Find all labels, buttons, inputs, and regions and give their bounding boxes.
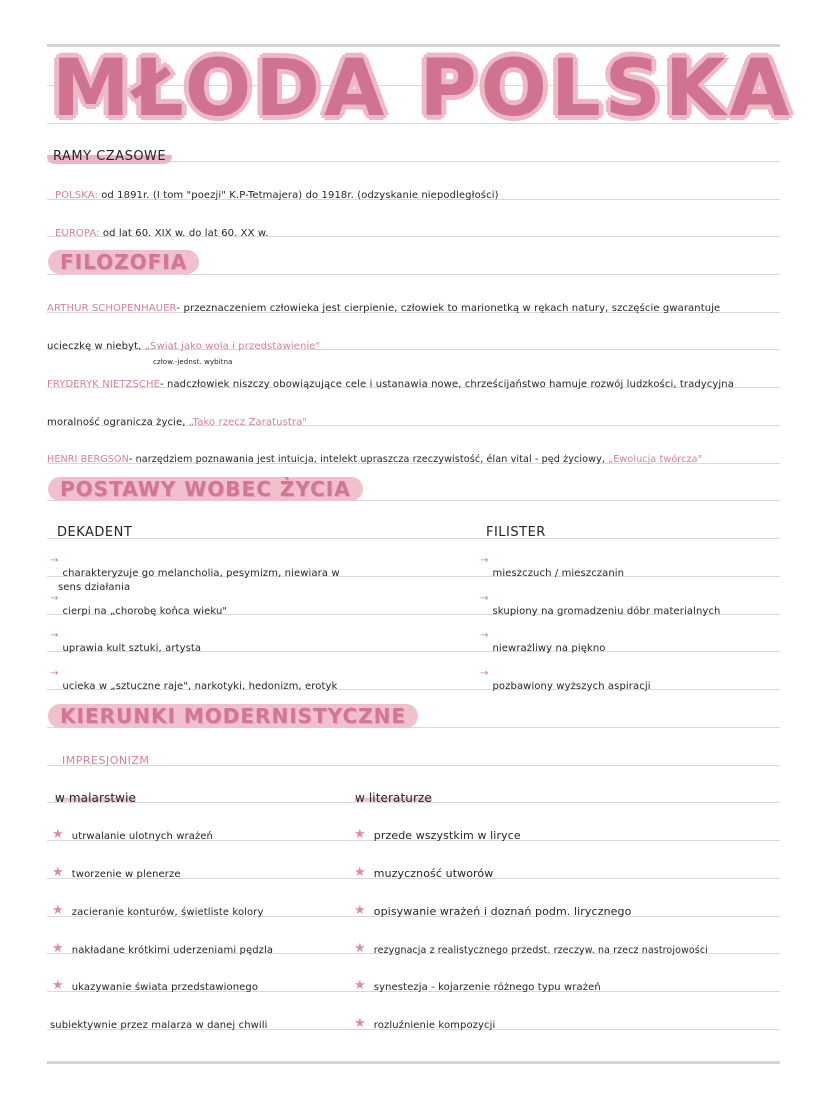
star-icon: ★: [354, 1016, 366, 1031]
dekadent-item: [50, 593, 227, 617]
ruled-line: [47, 1061, 780, 1064]
star-icon: ★: [354, 827, 366, 842]
literatura-item: [354, 818, 521, 842]
item-text: tworzenie w plenerze: [71, 869, 181, 880]
malarstwo-item: [52, 894, 264, 918]
star-icon: ★: [354, 903, 366, 918]
dekadent-heading: DEKADENT: [57, 525, 133, 540]
bergson-line: [47, 441, 702, 465]
schopenhauer-text: - przeznaczeniem człowieka jest cierpienie, człowiek to marionetką w rękach natury, szczęście gwarantuje: [176, 303, 721, 314]
malarstwo-heading: [55, 781, 136, 805]
nietzsche-text: - nadczłowiek niszczy obowiązujące cele i ustanawia nowe, chrześcijaństwo hamuje rozwój ludzkości, tradycyjna: [160, 379, 734, 390]
item-text: cierpi na „chorobę końca wieku": [62, 606, 228, 617]
malarstwo-item-cont: subiektywnie przez malarza w danej chwili: [50, 1020, 268, 1031]
dekadent-item-cont: sens działania: [58, 582, 131, 593]
schopenhauer-work: „Świat jako wola i przedstawienie": [144, 341, 321, 352]
item-text: muzyczność utworów: [373, 867, 494, 880]
dekadent-item: [50, 668, 337, 692]
bergson-name: HENRI BERGSON: [47, 454, 129, 465]
ruled-line: [47, 274, 780, 275]
filister-item: [480, 555, 624, 579]
item-text: niewrażliwy na piękno: [492, 643, 606, 654]
nietzsche-work: „Tako rzecz Zaratustra": [188, 417, 308, 428]
item-text: rezygnacja z realistycznego przedst. rzeczyw. na rzecz nastrojowości: [373, 945, 708, 956]
star-icon: ★: [52, 865, 64, 880]
schopenhauer-name: ARTHUR SCHOPENHAUER: [47, 303, 177, 314]
schopenhauer-line: [47, 290, 720, 314]
star-icon: ★: [52, 827, 64, 842]
literatura-item: [354, 1007, 495, 1031]
item-text: ukazywanie świata przedstawionego: [71, 982, 259, 993]
nietzsche-line: [47, 366, 734, 390]
literatura-heading-text: w literaturze: [355, 791, 432, 805]
ruled-line: [47, 765, 780, 766]
europa-line: [55, 215, 269, 239]
literatura-item: [354, 894, 631, 918]
malarstwo-heading-text: w malarstwie: [55, 791, 136, 805]
arrow-icon: →: [50, 668, 59, 679]
item-text: opisywanie wrażeń i doznań podm. lirycznego: [373, 905, 632, 918]
nietzsche-line-2: [47, 404, 307, 428]
postawy-heading: POSTAWY WOBEC ŻYCIA: [48, 477, 363, 501]
item-text: ucieka w „sztuczne raje", narkotyki, hedonizm, erotyk: [62, 681, 338, 692]
arrow-icon: →: [480, 668, 489, 679]
literatura-item: [354, 969, 601, 993]
ramy-heading-text: RAMY CZASOWE: [47, 149, 172, 164]
item-text: charakteryzuje go melancholia, pesymizm, niewiara w: [62, 568, 340, 579]
malarstwo-item: [52, 818, 213, 842]
malarstwo-item: [52, 932, 273, 956]
arrow-icon: →: [480, 555, 489, 566]
schopenhauer-text-2: ucieczkę w niebyt,: [47, 341, 142, 352]
item-text: skupiony na gromadzeniu dóbr materialnych: [492, 606, 721, 617]
ruled-line: [47, 538, 780, 539]
nietzsche-text-2: moralność ogranicza życie,: [47, 417, 186, 428]
item-text: przede wszystkim w liryce: [373, 829, 521, 842]
polska-label: POLSKA:: [55, 190, 98, 201]
literatura-heading: [355, 781, 432, 805]
star-icon: ★: [354, 865, 366, 880]
star-icon: ★: [354, 941, 366, 956]
item-text: nakładane krótkimi uderzeniami pędzla: [71, 945, 274, 956]
filister-item: [480, 630, 606, 654]
dekadent-item: [50, 630, 201, 654]
filister-heading: FILISTER: [486, 525, 546, 540]
page-title: MŁODA POLSKA: [52, 44, 794, 134]
europa-text: od lat 60. XIX w. do lat 60. XX w.: [102, 228, 269, 239]
item-text: utrwalanie ulotnych wrażeń: [71, 831, 213, 842]
impresjonizm-heading: IMPRESJONIZM: [62, 754, 150, 767]
malarstwo-item: [52, 969, 258, 993]
literatura-item: [354, 856, 493, 880]
arrow-icon: →: [480, 593, 489, 604]
bergson-work: „Ewolucja twórcza": [608, 454, 703, 465]
filozofia-heading: FILOZOFIA: [48, 250, 199, 274]
arrow-icon: →: [480, 630, 489, 641]
literatura-item: [354, 932, 708, 956]
bergson-text: - narzędziem poznawania jest intuicja, intelekt upraszcza rzeczywistość, élan vital - pęd życiowy,: [128, 454, 606, 465]
kierunki-heading: KIERUNKI MODERNISTYCZNE: [48, 704, 418, 728]
nietzsche-name: FRYDERYK NIETZSCHE: [47, 379, 161, 390]
star-icon: ★: [52, 903, 64, 918]
filister-item: [480, 668, 651, 692]
polska-text: od 1891r. (I tom "poezji" K.P-Tetmajera) do 1918r. (odzyskanie niepodległości): [101, 190, 499, 201]
item-text: synestezja - kojarzenie różnego typu wrażeń: [373, 982, 601, 993]
item-text: pozbawiony wyższych aspiracji: [492, 681, 651, 692]
star-icon: ★: [52, 978, 64, 993]
schopenhauer-line-2: [47, 328, 320, 352]
item-text: rozluźnienie kompozycji: [373, 1020, 496, 1031]
star-icon: ★: [52, 941, 64, 956]
malarstwo-item: [52, 856, 181, 880]
arrow-icon: →: [50, 593, 59, 604]
arrow-icon: →: [50, 630, 59, 641]
polska-line: [55, 177, 499, 201]
item-text: zacieranie konturów, świetliste kolory: [71, 907, 264, 918]
item-text: mieszczuch / mieszczanin: [492, 568, 625, 579]
item-text: uprawia kult sztuki, artysta: [62, 643, 202, 654]
europa-label: EUROPA:: [55, 228, 100, 239]
filister-item: [480, 593, 720, 617]
arrow-icon: →: [50, 555, 59, 566]
ramy-heading: [47, 140, 172, 164]
nietzsche-note: człow.-jednst. wybitna: [153, 358, 233, 366]
star-icon: ★: [354, 978, 366, 993]
